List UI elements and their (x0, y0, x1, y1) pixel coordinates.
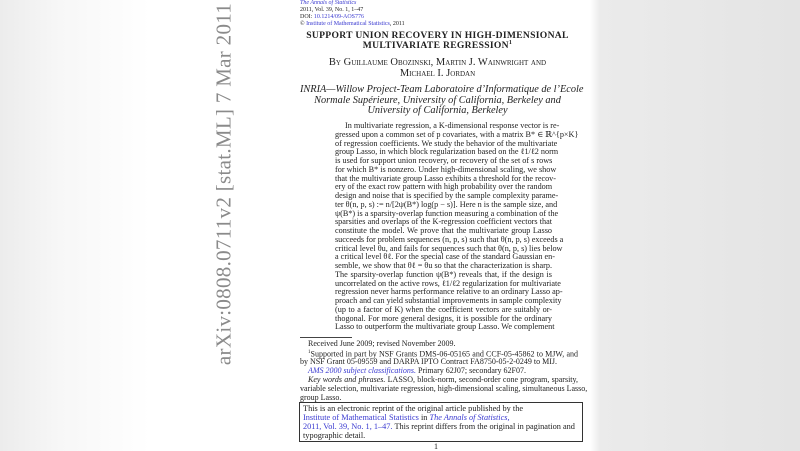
abstract-line: proach and can yield substantial improvements in sample complexity (335, 296, 562, 305)
authors-line-1: By Guillaume Obozinski, Martin J. Wainwright and (328, 57, 547, 68)
journal-name-link[interactable]: The Annals of Statistics (300, 0, 357, 6)
reprint-line-1: This is an electronic reprint of the original article published by the (303, 404, 524, 413)
doi-line (300, 14, 364, 21)
authors-line-2: Michael I. Jordan (399, 68, 476, 79)
paper-title-line-1: SUPPORT UNION RECOVERY IN HIGH-DIMENSIONAL (306, 30, 569, 41)
reprint-in: in (418, 413, 430, 422)
ams-classification-link[interactable]: AMS 2000 subject classifications. (308, 366, 416, 375)
copyright-icon: © (300, 21, 305, 27)
affiliation-line-2: Normale Supérieure, University of California, Berkeley and (314, 95, 561, 106)
ims-link[interactable]: Institute of Mathematical Statistics (306, 21, 390, 27)
ims-publisher-link[interactable]: Institute of Mathematical Statistics (303, 413, 419, 422)
keywords-line-1 (308, 375, 578, 384)
reprint-line-2 (303, 413, 510, 422)
affiliation-line-3: University of California, Berkeley (367, 105, 508, 116)
reprint-line-3 (303, 422, 575, 431)
keywords-label: Key words and phrases. (308, 375, 386, 384)
abstract-line: for which B* is nonzero. Under high-dimensional scaling, we show (335, 164, 557, 174)
funding-footnote-line-2: by NSF Grant 05-09559 and DARPA IPTO Contract FA8750-05-2-0249 to MIJ. (300, 357, 557, 366)
abstract-line: ery of the exact row pattern with high probability over the random (335, 182, 553, 192)
funding-text: Supported in part by NSF Grants DMS-06-05165 and CCF-05-45862 to MJW, and (310, 349, 578, 359)
paper-title-line-2 (300, 40, 575, 51)
arxiv-identifier-stamp: arXiv:0808.0711v2 [stat.ML] 7 Mar 2011 (211, 2, 236, 366)
citation-link[interactable]: 2011, Vol. 39, No. 1, 1–47. (303, 422, 393, 431)
received-dates: Received June 2009; revised November 2009. (308, 339, 456, 348)
abstract-line: thogonal. For more general designs, it is possible for the ordinary (335, 313, 552, 323)
ams-classification-value: Primary 62J07; secondary 62F07. (416, 366, 526, 375)
abstract-line: ψ(B*) is a sparsity-overlap function measuring a combination of the (335, 208, 559, 218)
ams-classification (308, 366, 578, 375)
copyright-year: , 2011 (389, 21, 405, 27)
abstract-line: constitute the model. We prove that the multivariate group Lasso (335, 226, 552, 235)
doi-link[interactable]: 10.1214/09-AOS776 (313, 14, 365, 20)
volume-info: 2011, Vol. 39, No. 1, 1–47 (300, 7, 364, 13)
abstract-line: gressed upon a common set of p covariates, with a matrix B* ∈ ℝ^{p×K} (335, 129, 579, 139)
abstract-line: of regression coefficients. We study the behavior of the multivariate (335, 138, 558, 148)
abstract-line: ter θ(n, p, s) := n/[2ψ(B*) log(p − s)]. Here n is the sample size, and (335, 199, 558, 209)
title-text: MULTIVARIATE REGRESSION (362, 40, 509, 52)
abstract-line: sparsities and overlaps of the K-regression coefficient vectors that (335, 217, 552, 227)
doi-label: DOI: (300, 14, 314, 20)
reprint-line-4: typographic detail. (303, 431, 366, 440)
abstract-line: Lasso to outperform the multivariate group Lasso. We complement (335, 322, 555, 332)
funding-footnote-mark: 1 (308, 350, 311, 355)
abstract-line: is used for support union recovery, or recovery of the set of s rows (335, 156, 553, 165)
page-number: 1 (434, 442, 438, 451)
keywords-text: LASSO, block-norm, second-order cone program, sparsity, (385, 375, 579, 384)
reprint-differs: This reprint differs from the original in pagination and (392, 422, 575, 431)
keywords-line-2: variable selection, multivariate regression, high-dimensional scaling, simultaneous Lasso, (300, 384, 588, 393)
abstract-line: design and noise that is specified by the sample complexity parame- (335, 191, 559, 200)
title-footnote-mark: 1 (508, 40, 513, 46)
abstract-line: uncorrelated on the active rows, ℓ1/ℓ2 regularization for multivariate (335, 278, 561, 288)
abstract-line: semble, we show that θℓ = θu so that the characterization is sharp. (335, 261, 552, 270)
abstract-line: The sparsity-overlap function ψ(B*) reveals that, if the design is (335, 269, 552, 279)
abstract-line: a critical level θℓ. For the special case of the standard Gaussian en- (335, 252, 555, 262)
abstract-line: that the multivariate group Lasso exhibits a threshold for the recov- (335, 173, 556, 183)
abstract-line: In multivariate regression, a K-dimensional response vector is re- (345, 121, 560, 130)
abstract-line: regression never harms performance relative to an ordinary Lasso ap- (335, 287, 563, 297)
copyright-line (300, 21, 405, 28)
journal-header (300, 0, 356, 7)
footnote-rule (300, 337, 352, 338)
abstract-line: succeeds for problem sequences (n, p, s) such that θ(n, p, s) exceeds a (335, 234, 564, 244)
keywords-line-3: group Lasso. (300, 393, 342, 402)
affiliation-line-1: INRIA—Willow Project-Team Laboratoire d’Informatique de l’Ecole (300, 84, 584, 95)
abstract-line: (up to a factor of K) when the coefficient vectors are suitably or- (335, 304, 552, 314)
abstract-line: critical level θu, and fails for sequences such that θ(n, p, s) lies below (335, 243, 563, 253)
journal-link[interactable]: The Annals of Statistics, (429, 413, 510, 422)
abstract-line: group Lasso, in which block regularization based on the ℓ1/ℓ2 norm (335, 147, 559, 157)
